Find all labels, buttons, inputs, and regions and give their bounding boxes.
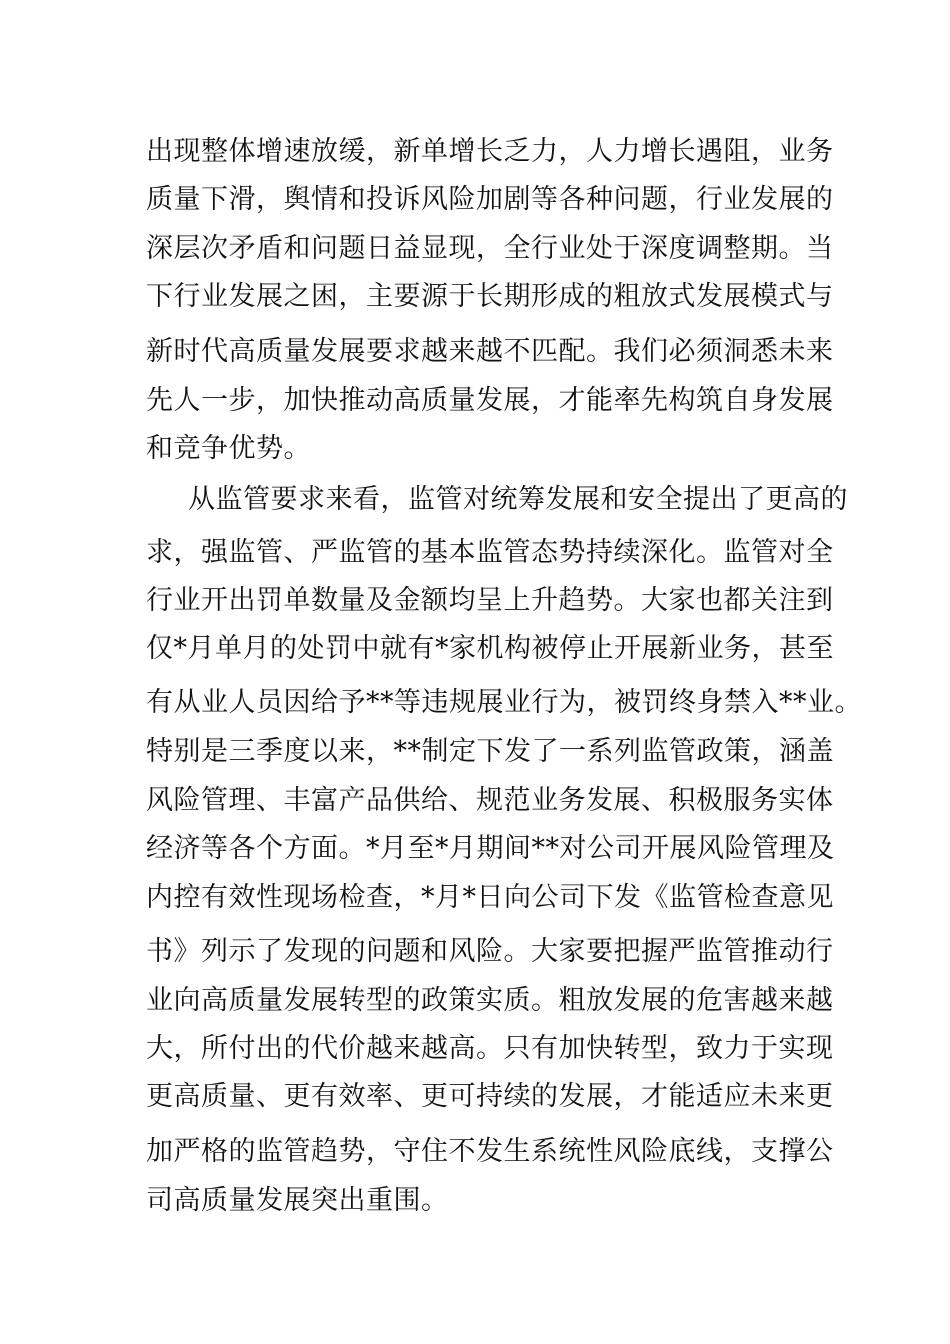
text-line: 从监管要求来看，监管对统筹发展和安全提出了更高的	[188, 484, 848, 515]
text-line: 书》列示了发现的问题和风险。大家要把握严监管推动行	[146, 936, 834, 967]
text-line: 风险管理、丰富产品供给、规范业务发展、积极服务实体	[146, 785, 834, 816]
text-line: 出现整体增速放缓，新单增长乏力，人力增长遇阻，业务	[146, 136, 834, 167]
text-line: 深层次矛盾和问题日益显现，全行业处于深度调整期。当	[146, 233, 834, 264]
text-line: 业向高质量发展转型的政策实质。粗放发展的危害越来越	[146, 985, 834, 1016]
text-line: 行业开出罚单数量及金额均呈上升趋势。大家也都关注到	[146, 585, 834, 616]
text-line: 先人一步，加快推动高质量发展，才能率先构筑自身发展	[146, 385, 834, 416]
text-line: 司高质量发展突出重围。	[146, 1185, 449, 1216]
text-line: 加严格的监管趋势，守住不发生系统性风险底线，支撑公	[146, 1136, 834, 1167]
text-line: 质量下滑，舆情和投诉风险加剧等各种问题，行业发展的	[146, 184, 834, 215]
text-line: 求，强监管、严监管的基本监管态势持续深化。监管对全	[146, 537, 834, 568]
text-line: 更高质量、更有效率、更可持续的发展，才能适应未来更	[146, 1081, 834, 1112]
text-line: 仅*月单月的处罚中就有*家机构被停止开展新业务，甚至	[146, 633, 834, 664]
text-line: 新时代高质量发展要求越来越不匹配。我们必须洞悉未来	[146, 336, 834, 367]
text-line: 有从业人员因给予**等违规展业行为，被罚终身禁入**业。	[146, 687, 862, 718]
text-line: 大，所付出的代价越来越高。只有加快转型，致力于实现	[146, 1033, 834, 1064]
text-line: 下行业发展之困，主要源于长期形成的粗放式发展模式与	[146, 281, 834, 312]
text-line: 经济等各个方面。*月至*月期间**对公司开展风险管理及	[146, 833, 835, 864]
text-line: 特别是三季度以来，**制定下发了一系列监管政策，涵盖	[146, 736, 834, 767]
text-line: 内控有效性现场检查，*月*日向公司下发《监管检查意见	[146, 882, 834, 913]
text-line: 和竞争优势。	[146, 433, 311, 464]
